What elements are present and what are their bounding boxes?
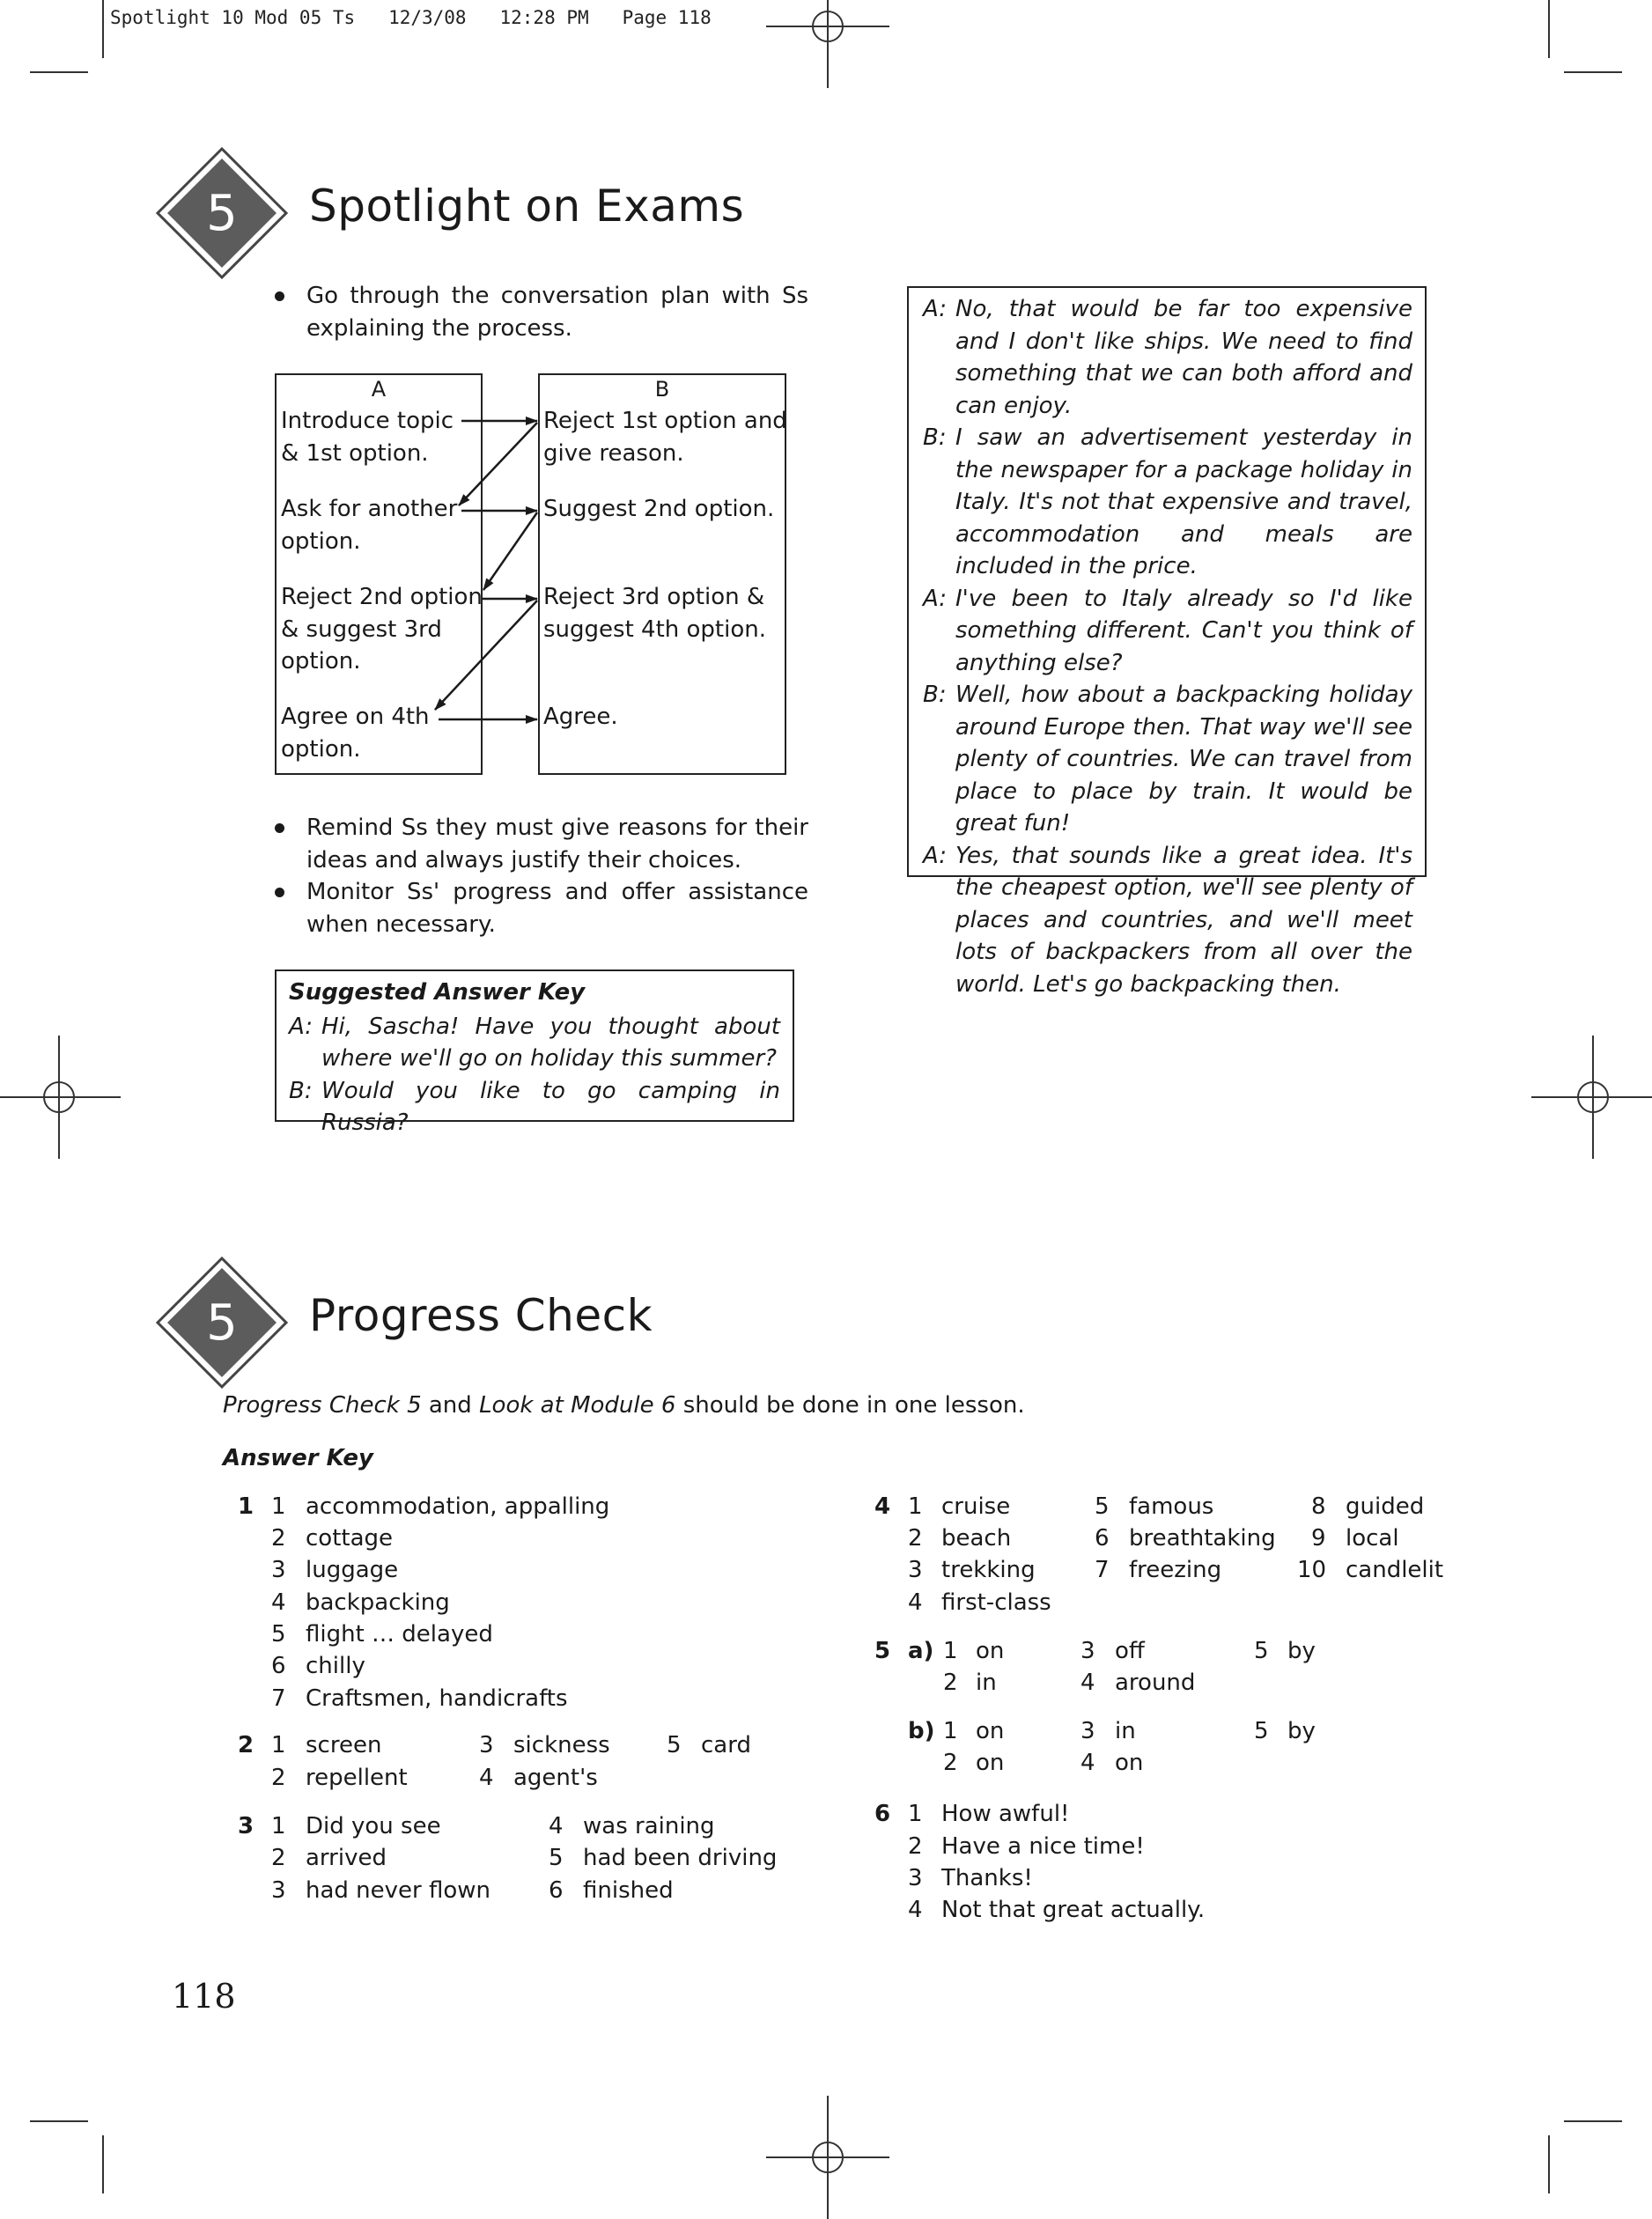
item-number: 5: [1254, 1638, 1269, 1664]
answer-text: Have a nice time!: [941, 1833, 1145, 1860]
dialogue-line: [923, 679, 1412, 840]
plan-column-a-heading: A: [371, 377, 387, 402]
item-number: 2: [908, 1833, 923, 1860]
arrow-b3-to-a4: [435, 601, 537, 710]
item-number: 2: [908, 1525, 923, 1552]
answer-key-heading: Answer Key: [223, 1445, 373, 1471]
answer-text: in: [976, 1670, 997, 1696]
dialogue-text: I saw an advertisement yesterday in the newspaper for a package holiday in Italy. It's not that expensive and travel, accommodation and meals are included in the price.: [955, 424, 1412, 579]
progress-check-intro: [223, 1390, 1025, 1422]
item-number: 1: [943, 1718, 958, 1744]
item-number: 3: [908, 1865, 923, 1891]
intro-part: Look at Module 6: [479, 1392, 676, 1419]
exercise-number: 4: [874, 1493, 891, 1520]
answer-text: on: [976, 1718, 1005, 1744]
item-number: 2: [943, 1750, 958, 1776]
answer-text: off: [1115, 1638, 1145, 1664]
answer-text: agent's: [513, 1765, 598, 1791]
answer-text: by: [1287, 1638, 1316, 1664]
answer-text: flight … delayed: [306, 1621, 493, 1648]
item-number: 4: [908, 1897, 923, 1923]
item-number: 4: [549, 1813, 564, 1839]
plan-step-a1: Introduce topic & 1st option.: [281, 408, 454, 467]
plan-step-b3: Reject 3rd option & suggest 4th option.: [543, 584, 766, 643]
item-number: 1: [908, 1801, 923, 1827]
exercise-number: 3: [238, 1813, 254, 1839]
item-number: 2: [943, 1670, 958, 1696]
answer-text: in: [1115, 1718, 1136, 1744]
item-number: 7: [1095, 1557, 1110, 1583]
answer-text: arrived: [306, 1845, 387, 1871]
suggested-answer-key-box: [275, 969, 794, 1136]
dialogue-line: [289, 1011, 780, 1075]
item-number: 2: [271, 1765, 286, 1791]
module-number: 5: [206, 1294, 238, 1352]
answer-text: by: [1287, 1718, 1316, 1744]
answer-text: finished: [583, 1877, 674, 1904]
answer-text: luggage: [306, 1557, 399, 1583]
arrow-b1-to-a2: [459, 423, 537, 505]
dialogue-line: [289, 1075, 780, 1139]
plan-step-b4: Agree.: [543, 704, 618, 730]
answer-text: breathtaking: [1129, 1525, 1276, 1552]
item-number: 1: [271, 1732, 286, 1758]
item-number: 3: [908, 1557, 923, 1583]
dialogue-box: [907, 286, 1427, 998]
plan-step-b2: Suggest 2nd option.: [543, 496, 775, 522]
registration-mark-icon: [0, 1036, 121, 1159]
answer-text: sickness: [513, 1732, 610, 1758]
dialogue-line: [923, 840, 1412, 1001]
answer-text: local: [1346, 1525, 1399, 1552]
speaker-label: B:: [289, 1077, 313, 1104]
answer-text: How awful!: [941, 1801, 1070, 1827]
intro-part: and: [421, 1392, 480, 1419]
answer-text: beach: [941, 1525, 1012, 1552]
item-number: 2: [271, 1845, 286, 1871]
plan-column-b-heading: B: [654, 377, 670, 402]
item-number: 1: [908, 1493, 923, 1520]
crop-mark: [1564, 2120, 1622, 2122]
item-number: 6: [1095, 1525, 1110, 1552]
bullets-bottom: [275, 812, 808, 940]
answer-text: guided: [1346, 1493, 1425, 1520]
item-number: 3: [271, 1877, 286, 1904]
item-number: 4: [1080, 1670, 1095, 1696]
answer-text: Craftsmen, handicrafts: [306, 1685, 568, 1712]
answer-text: trekking: [941, 1557, 1036, 1583]
plan-step-a4: Agree on 4th option.: [281, 704, 430, 763]
module-badge: [156, 1257, 288, 1389]
exercise-number: 1: [238, 1493, 254, 1520]
answer-text: backpacking: [306, 1589, 450, 1616]
item-number: 3: [271, 1557, 286, 1583]
print-slug: Spotlight 10 Mod 05 Ts 12/3/08 12:28 PM Page 118: [110, 7, 712, 28]
answer-text: on: [976, 1750, 1005, 1776]
answer-text: first-class: [941, 1589, 1051, 1616]
exercise-number: 5: [874, 1638, 891, 1664]
speaker-label: B:: [923, 424, 947, 451]
answer-text: on: [976, 1638, 1005, 1664]
item-number: 4: [271, 1589, 286, 1616]
item-number: 5: [549, 1845, 564, 1871]
item-number: 6: [549, 1877, 564, 1904]
page-number: 118: [172, 1977, 236, 2016]
crop-mark: [30, 2120, 88, 2122]
subpart-label: b): [908, 1718, 935, 1744]
arrow-b2-to-a3: [483, 512, 537, 590]
registration-mark-icon: [1531, 1036, 1652, 1159]
answer-text: card: [701, 1732, 751, 1758]
item-number: 3: [479, 1732, 494, 1758]
bullet-item: Remind Ss they must give reasons for their ideas and always justify their choices.: [275, 812, 808, 876]
module-number: 5: [206, 184, 238, 242]
exercise-number: 2: [238, 1732, 254, 1758]
registration-mark-icon: [766, 2096, 889, 2219]
answer-text: on: [1115, 1750, 1144, 1776]
answer-text: was raining: [583, 1813, 715, 1839]
item-number: 4: [908, 1589, 923, 1616]
answer-text: Not that great actually.: [941, 1897, 1206, 1923]
answer-text: screen: [306, 1732, 382, 1758]
item-number: 3: [1080, 1718, 1095, 1744]
answer-text: had been driving: [583, 1845, 778, 1871]
dialogue-text: Hi, Sascha! Have you thought about where we'll go on holiday this summer?: [321, 1013, 780, 1072]
answer-text: candlelit: [1346, 1557, 1444, 1583]
item-number: 4: [1080, 1750, 1095, 1776]
item-number: 1: [271, 1493, 286, 1520]
crop-mark: [1548, 2135, 1550, 2193]
answer-text: repellent: [306, 1765, 408, 1791]
dialogue-line: [923, 583, 1412, 680]
item-number: 3: [1080, 1638, 1095, 1664]
speaker-label: A:: [923, 296, 948, 322]
plan-step-a2: Ask for another option.: [281, 496, 458, 555]
dialogue-text: Yes, that sounds like a great idea. It's the cheapest option, we'll see plenty of places and countries, and we'll meet lots of backpackers from all over the world. Let's go backpacking then.: [955, 842, 1412, 998]
intro-part: should be done in one lesson.: [675, 1392, 1025, 1419]
section-title-spotlight-on-exams: Spotlight on Exams: [309, 181, 745, 232]
speaker-label: B:: [923, 682, 947, 708]
bullet-item: Go through the conversation plan with Ss explaining the process.: [275, 280, 808, 344]
bullet-item: Monitor Ss' progress and offer assistance when necessary.: [275, 876, 808, 940]
answer-text: Thanks!: [941, 1865, 1033, 1891]
dialogue-line: [923, 293, 1412, 422]
subpart-label: a): [908, 1638, 934, 1664]
dialogue-text: Well, how about a backpacking holiday around Europe then. That way we'll see plenty of countries. We can travel from place to place by train. It would be great fun!: [955, 682, 1412, 837]
answer-text: had never flown: [306, 1877, 491, 1904]
answer-text: freezing: [1129, 1557, 1222, 1583]
section-title-progress-check: Progress Check: [309, 1290, 653, 1341]
dialogue-text: Would you like to go camping in Russia?: [321, 1077, 780, 1136]
item-number: 5: [271, 1621, 286, 1648]
plan-step-b1: Reject 1st option and give reason.: [543, 408, 787, 467]
answer-text: cruise: [941, 1493, 1011, 1520]
item-number: 2: [271, 1525, 286, 1552]
suggested-answer-key-heading: Suggested Answer Key: [289, 979, 586, 1006]
answer-text: Did you see: [306, 1813, 441, 1839]
item-number: 5: [1095, 1493, 1110, 1520]
answer-text: chilly: [306, 1653, 365, 1679]
answer-text: famous: [1129, 1493, 1214, 1520]
speaker-label: A:: [923, 585, 948, 612]
item-number: 1: [943, 1638, 958, 1664]
speaker-label: A:: [289, 1013, 313, 1040]
speaker-label: A:: [923, 842, 948, 869]
dialogue-text: No, that would be far too expensive and I don't like ships. We need to find something that we can both afford and can enjoy.: [955, 296, 1412, 419]
item-number: 7: [271, 1685, 286, 1712]
intro-part: Progress Check 5: [223, 1392, 422, 1419]
item-number: 6: [271, 1653, 286, 1679]
answer-text: accommodation, appalling: [306, 1493, 610, 1520]
item-number: 5: [1254, 1718, 1269, 1744]
item-number: 10: [1297, 1557, 1327, 1583]
item-number: 9: [1311, 1525, 1326, 1552]
plan-step-a3: Reject 2nd option & suggest 3rd option.: [281, 584, 483, 675]
crop-mark: [102, 2135, 104, 2193]
item-number: 5: [667, 1732, 682, 1758]
item-number: 4: [479, 1765, 494, 1791]
item-number: 1: [271, 1813, 286, 1839]
answer-text: cottage: [306, 1525, 394, 1552]
item-number: 8: [1311, 1493, 1326, 1520]
exercise-number: 6: [874, 1801, 891, 1827]
dialogue-line: [923, 422, 1412, 583]
answer-text: around: [1115, 1670, 1196, 1696]
dialogue-text: I've been to Italy already so I'd like something different. Can't you think of anything else?: [955, 585, 1412, 676]
